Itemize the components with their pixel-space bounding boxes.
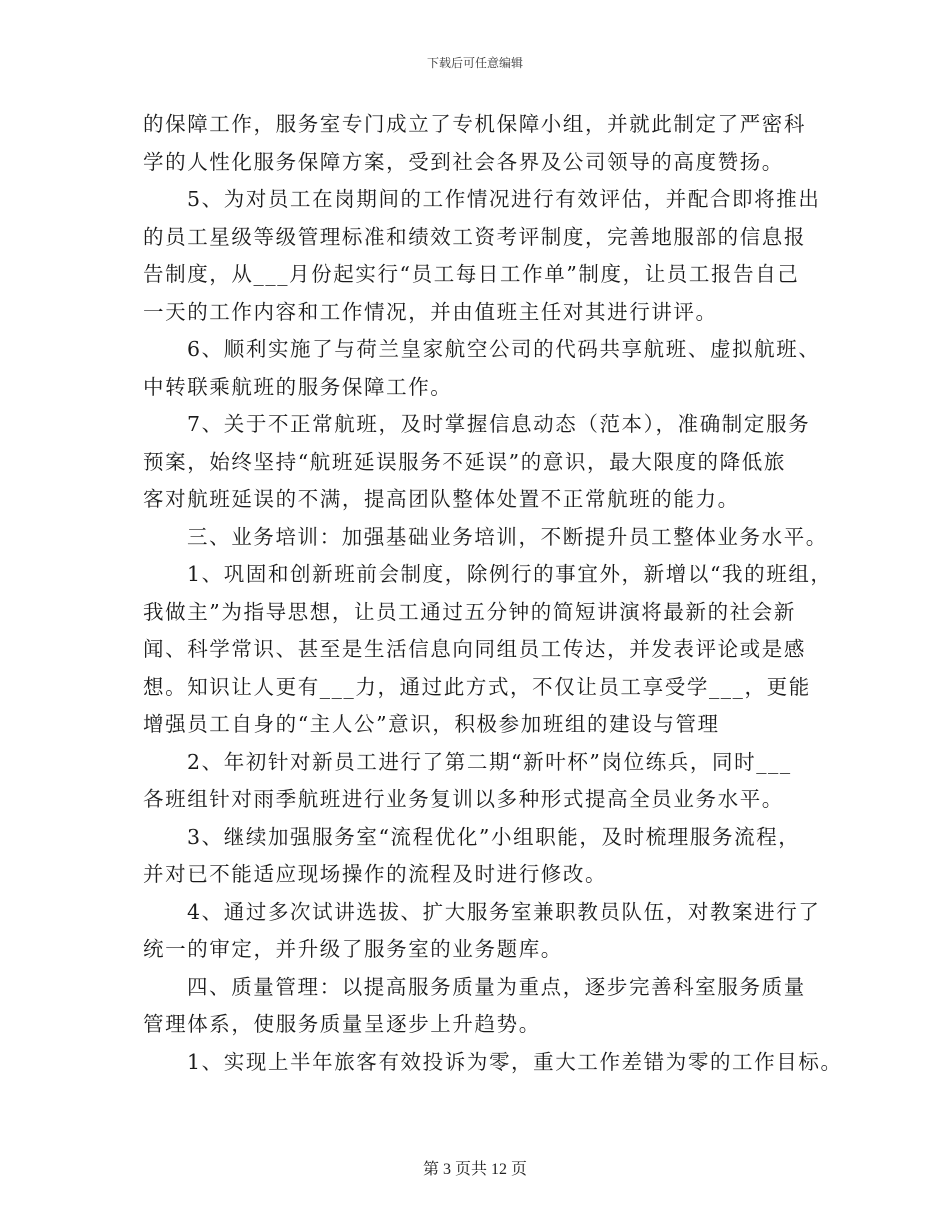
text-line: 预案，始终坚持“航班延误服务不延误”的意识，最大限度的降低旅 [143,449,786,474]
text-line: 的保障工作，服务室专门成立了专机保障小组，并就此制定了严密科 [143,112,806,136]
paragraph-start: 1、实现上半年旅客有效投诉为零，重大工作差错为零的工作目标。 [187,1049,843,1074]
text-line: 想。知识让人更有___力，通过此方式，不仅让员工享受学___，更能 [143,674,811,699]
paragraph-start: 5、为对员工在岗期间的工作情况进行有效评估，并配合即将推出 [187,187,821,211]
page-header: 下载后可任意编辑 [426,56,523,70]
text-line: 增强员工自身的“主人公”意识，积极参加班组的建设与管理 [143,712,720,736]
text-line: 管理体系，使服务质量呈逐步上升趋势。 [143,1012,541,1036]
document-body [143,106,843,1081]
text-line: 中转联乘航班的服务保障工作。 [143,374,453,399]
text-line: 并对已不能适应现场操作的流程及时进行修改。 [143,862,608,886]
paragraph-start: 2、年初针对新员工进行了第二期“新叶杯”岗位练兵，同时___ [187,749,792,774]
page-number: 第 3 页共 12 页 [422,1161,527,1178]
paragraph-start: 3、继续加强服务室“流程优化”小组职能，及时梳理服务流程， [187,824,801,849]
paragraph-start: 4、通过多次试讲选拔、扩大服务室兼职教员队伍，对教案进行了 [187,899,821,924]
paragraph-start: 1、巩固和创新班前会制度，除例行的事宜外，新增以“我的班组， [187,562,833,586]
section-heading: 四、质量管理：以提高服务质量为重点，逐步完善科室服务质量 [187,974,806,999]
text-line: 统一的审定，并升级了服务室的业务题库。 [143,937,563,961]
paragraph-start: 7、关于不正常航班，及时掌握信息动态（范本），准确制定服务 [187,412,811,436]
text-line: 闻、科学常识、甚至是生活信息向同组员工传达，并发表评论或是感 [143,637,806,661]
text-line: 各班组针对雨季航班进行业务复训以多种形式提高全员业务水平。 [143,787,784,811]
text-line: 的员工星级等级管理标准和绩效工资考评制度，完善地服部的信息报 [143,224,806,249]
text-line: 一天的工作内容和工作情况，并由值班主任对其进行讲评。 [143,299,718,324]
text-line: 我做主”为指导思想，让员工通过五分钟的简短讲演将最新的社会新 [143,599,796,624]
section-heading: 三、业务培训：加强基础业务培训，不断提升员工整体业务水平。 [187,524,828,549]
text-line: 客对航班延误的不满，提高团队整体处置不正常航班的能力。 [143,487,740,511]
text-line: 告制度，从___月份起实行“员工每日工作单”制度，让员工报告自己 [143,262,800,286]
text-line: 学的人性化服务保障方案，受到社会各界及公司领导的高度赞扬。 [143,149,784,174]
paragraph-start: 6、顺利实施了与荷兰皇家航空公司的代码共享航班、虚拟航班、 [187,337,821,361]
